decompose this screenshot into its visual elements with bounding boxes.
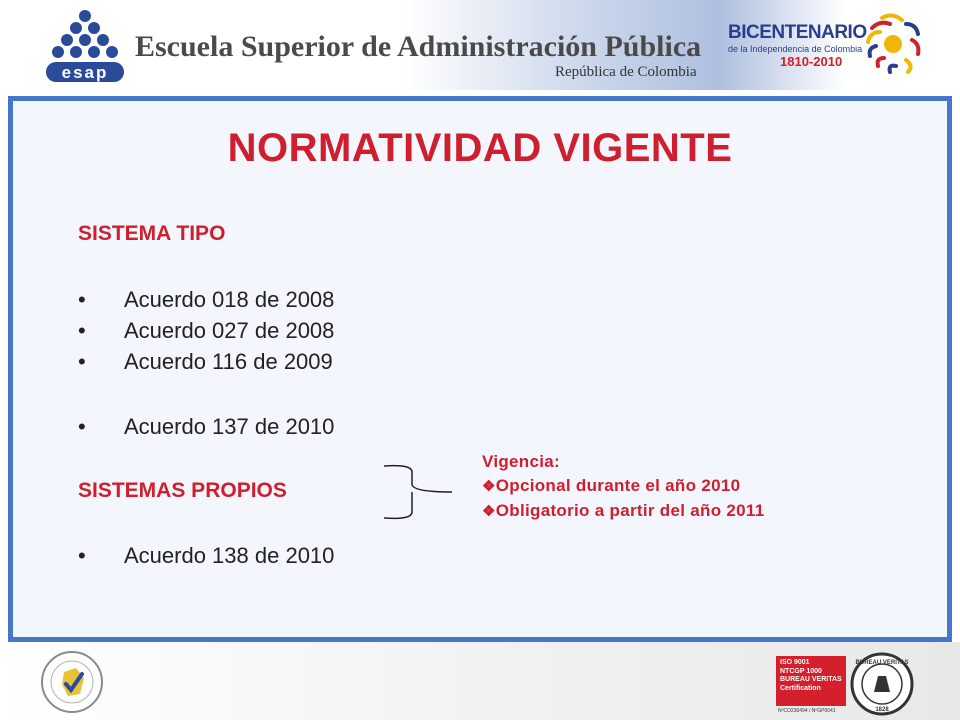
cert-line: Certification [780, 684, 821, 692]
vigencia-item-text: Obligatorio a partir del año 2011 [495, 501, 765, 520]
bicentenario-years: 1810-2010 [780, 54, 843, 69]
diamond-bullet-icon: ❖ [482, 478, 496, 495]
bv-seal-year: 1828 [875, 707, 889, 713]
esap-logo [42, 8, 128, 84]
list-item [78, 349, 333, 375]
page-title: NORMATIVIDAD VIGENTE [227, 126, 733, 170]
list-item [78, 287, 334, 313]
esap-logo-text: esap [61, 63, 109, 82]
bracket-icon [382, 462, 452, 522]
list-item-text: Acuerdo 027 de 2008 [124, 318, 335, 343]
cert-line: ISO 9001 [780, 659, 810, 666]
diamond-bullet-icon: ❖ [482, 503, 496, 520]
bureau-veritas-seal-icon [850, 652, 914, 716]
list-item [78, 414, 334, 440]
institution-name: Escuela Superior de Administración Pública [135, 30, 702, 63]
cert-code: NºCO230494 / NºGP0041 [778, 708, 836, 714]
bullet: • [78, 318, 86, 343]
list-item-text: Acuerdo 116 de 2009 [124, 349, 333, 374]
country-name: República de Colombia [555, 64, 697, 80]
bullet: • [78, 349, 86, 374]
cert-line: BUREAU VERITAS [780, 676, 842, 683]
section-heading-sistema-tipo: SISTEMA TIPO [78, 222, 226, 245]
vigencia-item [482, 474, 765, 499]
bullet: • [78, 414, 86, 439]
list-item [78, 318, 334, 344]
list-item-text: Acuerdo 137 de 2010 [124, 414, 335, 439]
bicentenario-logo [728, 22, 867, 69]
section-heading-sistemas-propios: SISTEMAS PROPIOS [78, 479, 287, 502]
vigencia-block [482, 450, 765, 524]
list-item-text: Acuerdo 138 de 2010 [124, 543, 335, 568]
bicentenario-title: BICENTENARIO [728, 22, 867, 43]
list-item-text: Acuerdo 018 de 2008 [124, 287, 335, 312]
bicentenario-emblem-icon [862, 10, 924, 80]
certification-seal-icon [40, 650, 104, 714]
vigencia-heading: Vigencia: [482, 452, 560, 471]
vigencia-item [482, 499, 765, 524]
list-item [78, 543, 334, 569]
bullet: • [78, 287, 86, 312]
certification-badge [776, 656, 846, 706]
vigencia-item-text: Opcional durante el año 2010 [495, 476, 741, 495]
bullet: • [78, 543, 86, 568]
bicentenario-subtitle: de la Independencia de Colombia [728, 44, 863, 54]
cert-line: NTCGP 1000 [780, 667, 822, 675]
bv-seal-text: BUREAU VERITAS [855, 660, 909, 666]
